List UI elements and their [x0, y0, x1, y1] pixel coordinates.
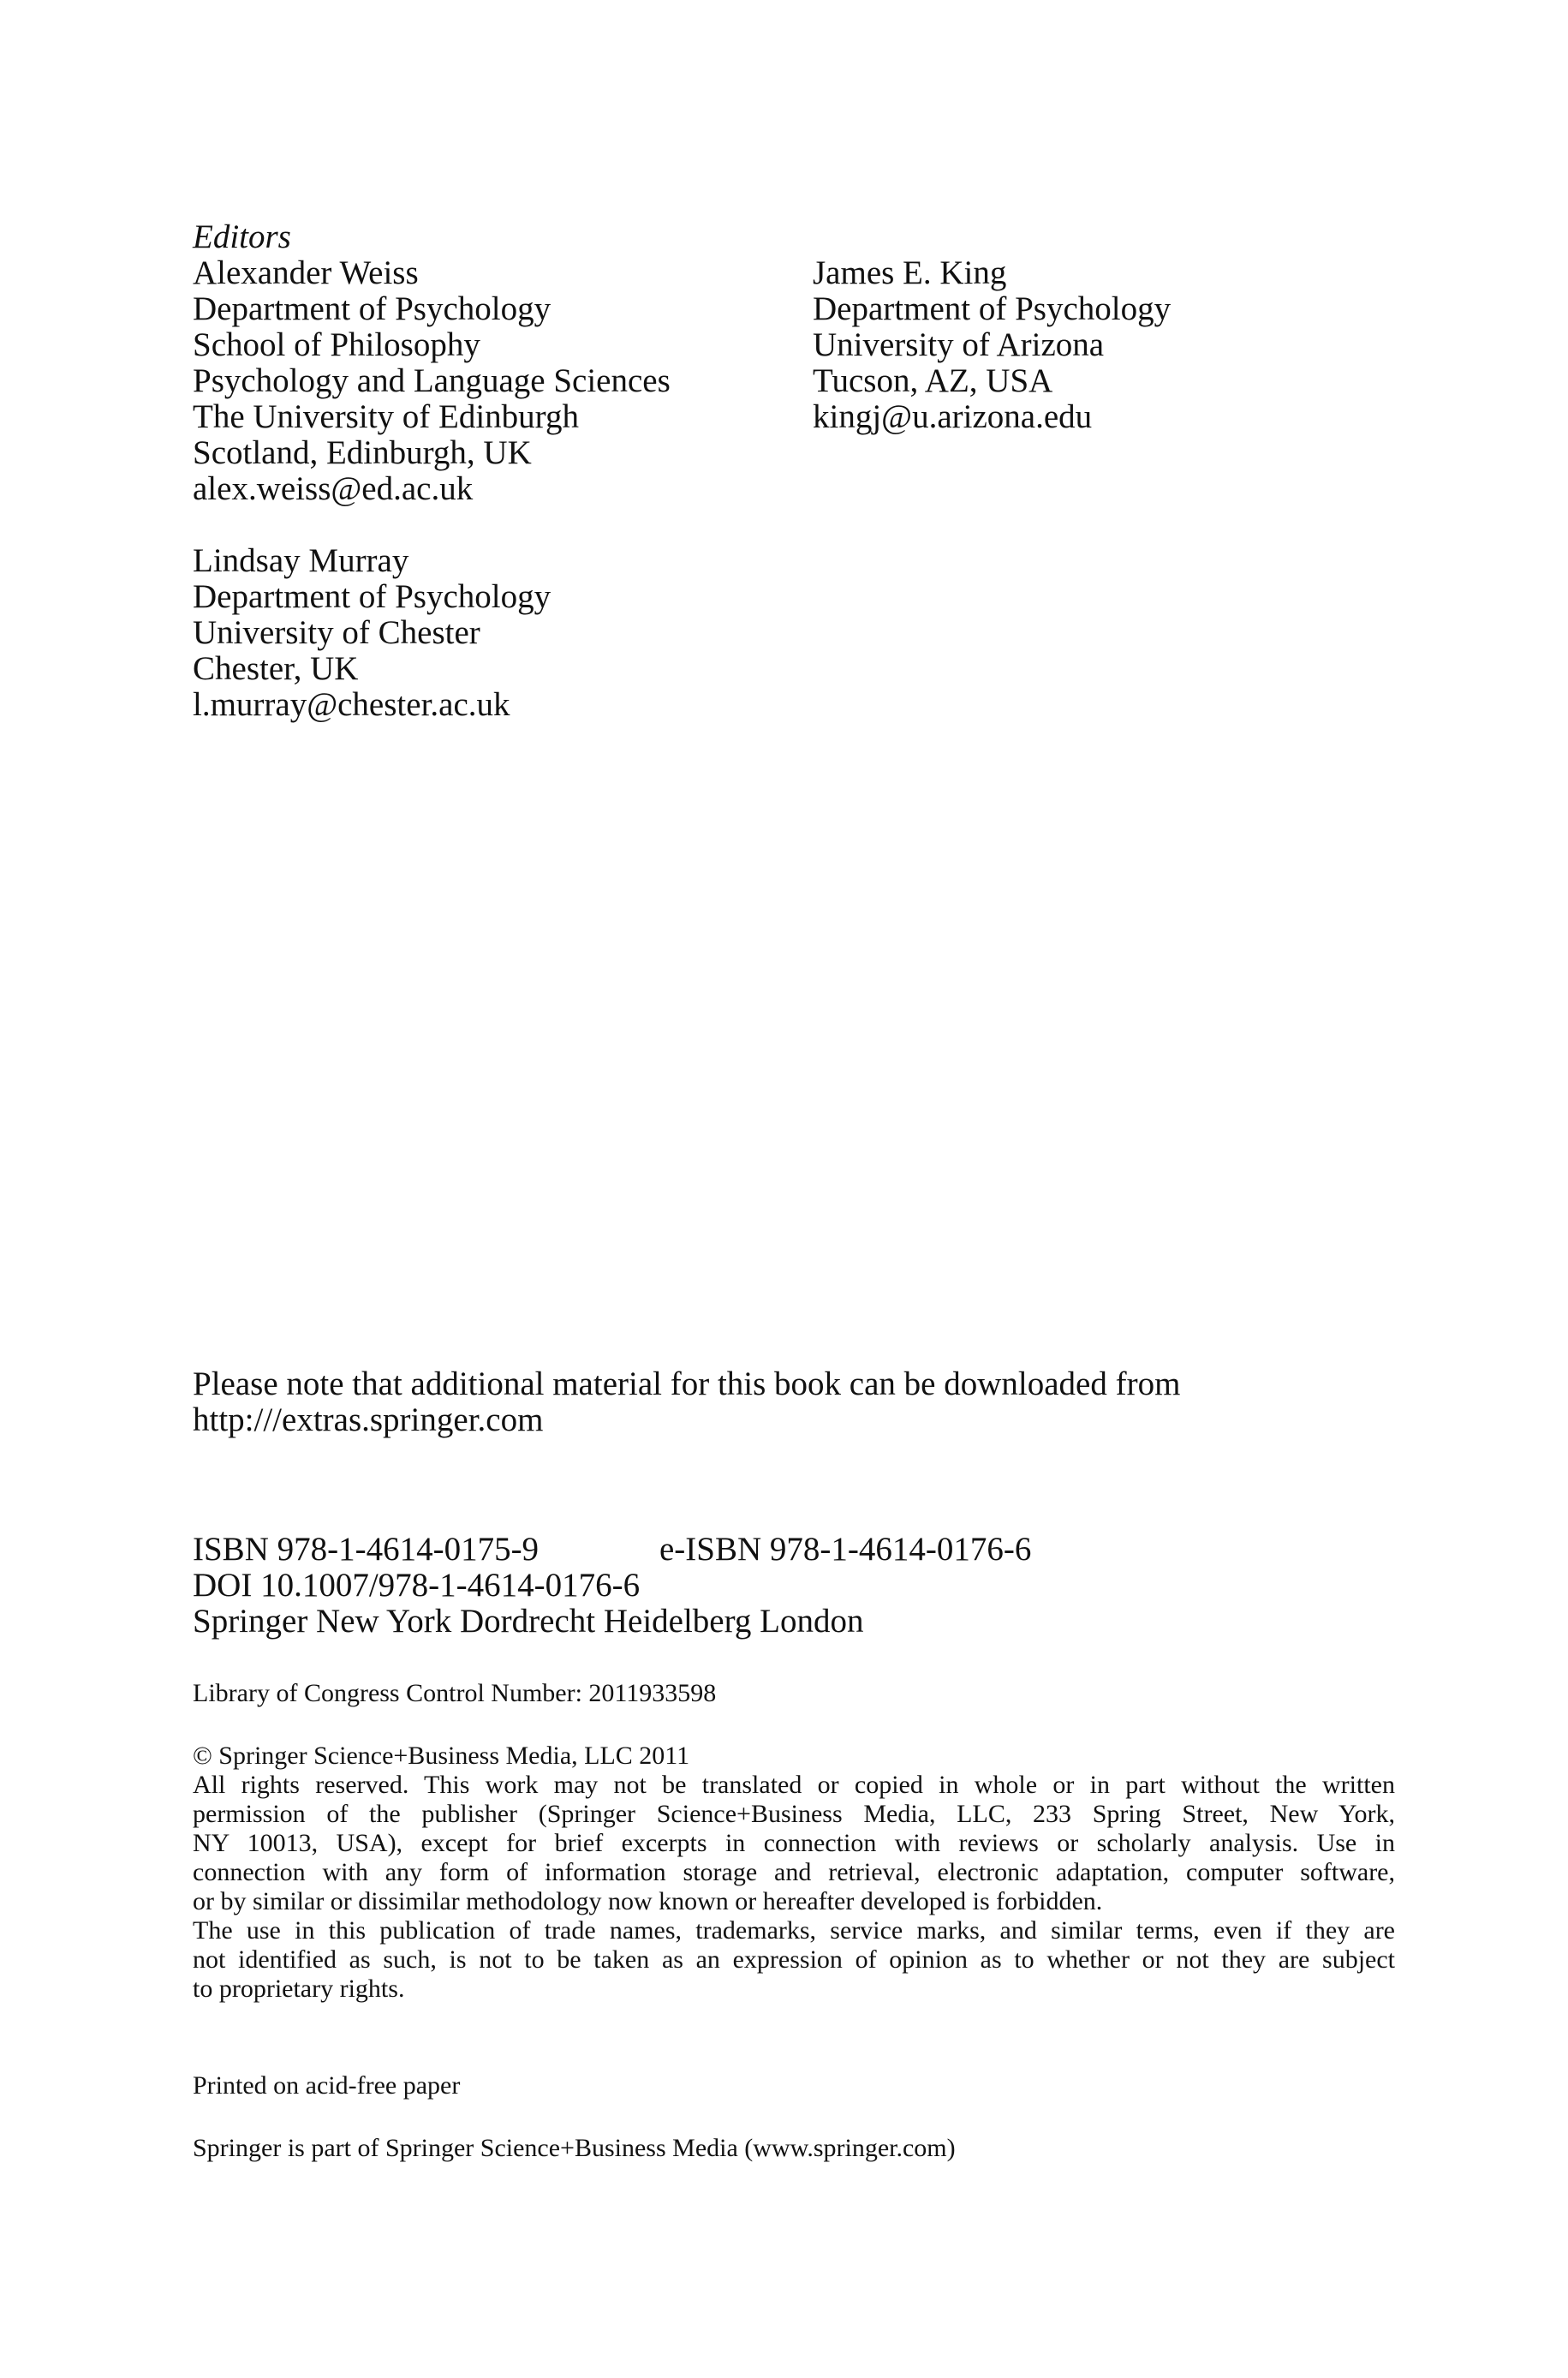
editor-location: Scotland, Edinburgh, UK — [193, 434, 532, 471]
copyright-notice: © Springer Science+Business Media, LLC 2011 — [193, 1742, 690, 1770]
printed-on-note: Printed on acid-free paper — [193, 2071, 461, 2100]
note-text: Please note that additional material for this book can be downloaded from — [193, 1365, 1181, 1402]
editor-name: Alexander Weiss — [193, 254, 419, 291]
springer-part-note: Springer is part of Springer Science+Business Media (www.springer.com) — [193, 2134, 956, 2162]
editor-email: alex.weiss@ed.ac.uk — [193, 470, 474, 507]
trademark-line: not identified as such, is not to be taken as an expression of opinion as to whether or not they are subject — [193, 1945, 1395, 1974]
lccn: Library of Congress Control Number: 2011933598 — [193, 1679, 717, 1707]
isbn-row — [193, 1531, 1032, 1568]
editor-alexander-weiss — [193, 255, 671, 507]
editor-lindsay-murray — [193, 543, 551, 723]
trademark-line: The use in this publication of trade names, trademarks, service marks, and similar terms, even if they are — [193, 1916, 1395, 1945]
editor-department: Department of Psychology — [193, 290, 551, 327]
rights-line: permission of the publisher (Springer Science+Business Media, LLC, 233 Spring Street, New York, — [193, 1800, 1395, 1828]
editors-heading: Editors — [193, 218, 291, 255]
editor-email: kingj@u.arizona.edu — [813, 398, 1093, 435]
editor-department: Department of Psychology — [193, 578, 551, 615]
editor-email: l.murray@chester.ac.uk — [193, 686, 510, 723]
rights-line: NY 10013, USA), except for brief excerpts in connection with reviews or scholarly analysis. Use in — [193, 1829, 1395, 1857]
publisher-cities: Springer New York Dordrecht Heidelberg London — [193, 1603, 864, 1640]
editor-james-king — [813, 255, 1171, 435]
editor-university: University of Chester — [193, 614, 480, 651]
publication-identifiers — [193, 1531, 1032, 1640]
editor-name: James E. King — [813, 254, 1007, 291]
editor-location: Chester, UK — [193, 650, 359, 687]
trademark-line: to proprietary rights. — [193, 1975, 405, 2003]
editor-university: University of Arizona — [813, 326, 1105, 363]
e-isbn: e-ISBN 978-1-4614-0176-6 — [659, 1531, 1032, 1568]
copyright-notice-block — [193, 1742, 1395, 2004]
doi: DOI 10.1007/978-1-4614-0176-6 — [193, 1567, 641, 1604]
rights-line: or by similar or dissimilar methodology now known or hereafter developed is forbidden. — [193, 1887, 1103, 1915]
rights-line: connection with any form of information storage and retrieval, electronic adaptation, computer software, — [193, 1858, 1395, 1886]
editor-department: Department of Psychology — [813, 290, 1172, 327]
editor-division: Psychology and Language Sciences — [193, 362, 671, 399]
note-url: http:///extras.springer.com — [193, 1401, 544, 1438]
editor-university: The University of Edinburgh — [193, 398, 579, 435]
editor-school: School of Philosophy — [193, 326, 480, 363]
editor-name: Lindsay Murray — [193, 542, 409, 579]
editor-location: Tucson, AZ, USA — [813, 362, 1053, 399]
rights-line: All rights reserved. This work may not be translated or copied in whole or in part without the written — [193, 1771, 1395, 1799]
isbn: ISBN 978-1-4614-0175-9 — [193, 1531, 540, 1568]
additional-material-note — [193, 1366, 1180, 1438]
